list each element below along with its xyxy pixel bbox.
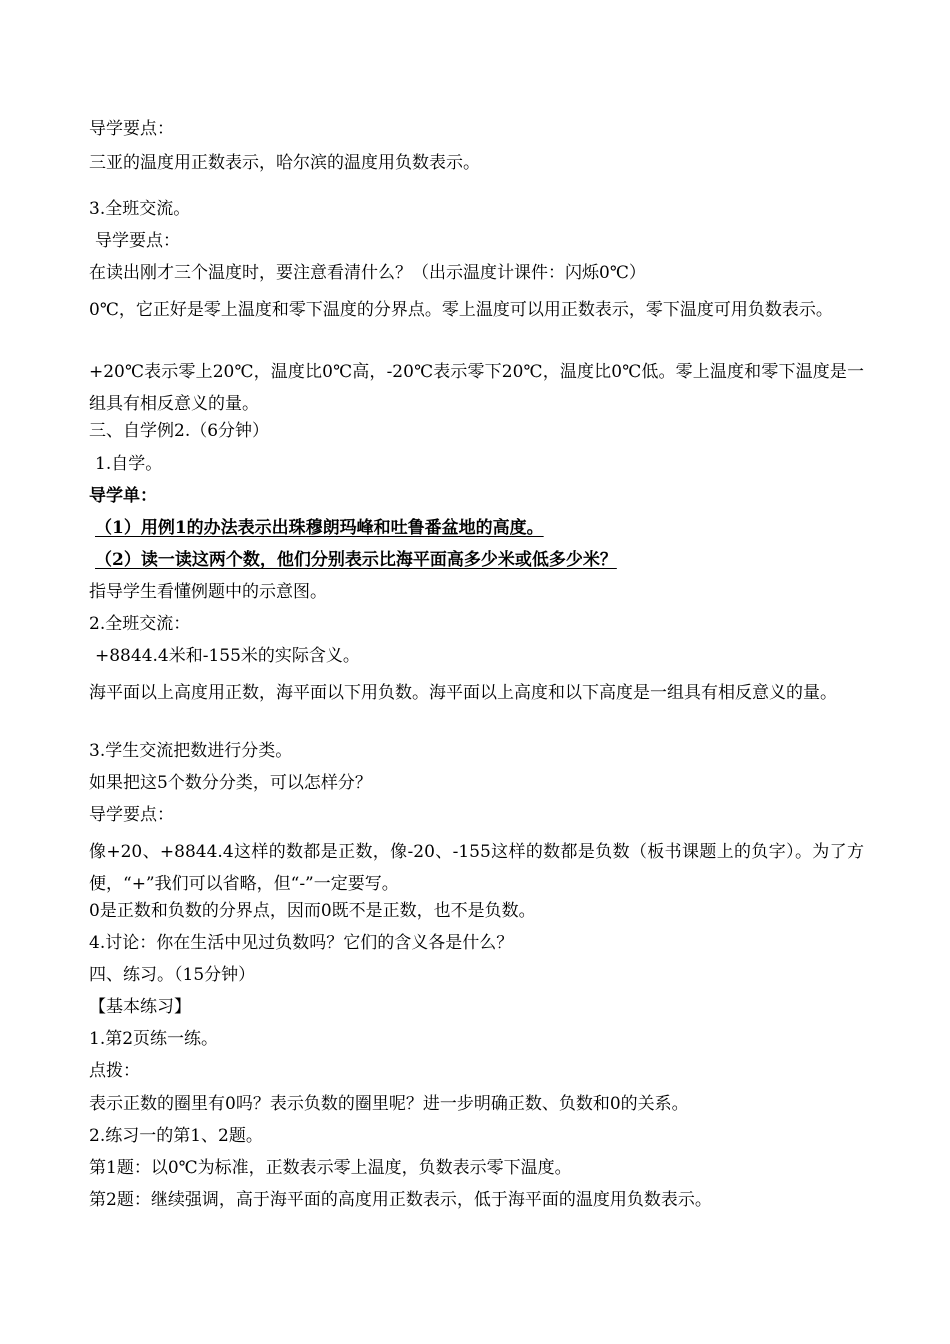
step-classify: 3.学生交流把数进行分类。 <box>89 741 293 761</box>
paragraph-zero-neither: 0是正数和负数的分界点，因而0既不是正数，也不是负数。 <box>89 901 536 921</box>
basic-practice-heading: 【基本练习】 <box>89 997 191 1017</box>
step-class-exchange-2: 2.全班交流： <box>89 614 191 634</box>
paragraph-sanya-harbin: 三亚的温度用正数表示，哈尔滨的温度用负数表示。 <box>89 153 480 173</box>
exercise-2-item-1: 第1题：以0℃为标准，正数表示零上温度，负数表示零下温度。 <box>89 1158 572 1178</box>
exercise-2-item-2: 第2题：继续强调，高于海平面的高度用正数表示，低于海平面的温度用负数表示。 <box>89 1190 712 1210</box>
exercise-1: 1.第2页练一练。 <box>89 1029 219 1049</box>
study-sheet-heading: 导学单： <box>89 486 157 506</box>
guide-heading-1: 导学要点： <box>89 119 174 139</box>
study-sheet-item-2: （2）读一读这两个数，他们分别表示比海平面高多少米或低多少米？ <box>95 550 617 570</box>
paragraph-sea-level: 海平面以上高度用正数，海平面以下用负数。海平面以上高度和以下高度是一组具有相反意义的量。 <box>89 683 837 703</box>
paragraph-zero-boundary: 0℃，它正好是零上温度和零下温度的分界点。零上温度可以用正数表示，零下温度可用负数表示。 <box>89 300 833 320</box>
hint-heading: 点拨： <box>89 1061 140 1081</box>
paragraph-plus-minus-20: +20℃表示零上20℃，温度比0℃高，-20℃表示零下20℃，温度比0℃低。零上温度和零下温度是一组具有相反意义的量。 <box>89 362 864 414</box>
step-discussion: 4.讨论：你在生活中见过负数吗？它们的含义各是什么？ <box>89 933 514 953</box>
question-classify: 如果把这5个数分分类，可以怎样分？ <box>89 773 372 793</box>
meaning-of-values: +8844.4米和-155米的实际含义。 <box>95 646 360 666</box>
section-four-heading: 四、练习。（15分钟） <box>89 965 256 985</box>
paragraph-positive-negative: 像+20、+8844.4这样的数都是正数，像-20、-155这样的数都是负数（板书课题上的负字）。为了方便，“+”我们可以省略，但“-”一定要写。 <box>89 842 864 894</box>
question-read-temperature: 在读出刚才三个温度时，要注意看清什么？（出示温度计课件：闪烁0℃） <box>89 263 646 283</box>
study-sheet-item-1: （1）用例1的办法表示出珠穆朗玛峰和吐鲁番盆地的高度。 <box>95 518 544 538</box>
step-self-study: 1.自学。 <box>95 454 163 474</box>
exercise-2: 2.练习一的第1、2题。 <box>89 1126 263 1146</box>
guide-heading-3: 导学要点： <box>89 805 174 825</box>
guide-heading-2: 导学要点： <box>95 231 180 251</box>
hint-text: 表示正数的圈里有0吗？表示负数的圈里呢？进一步明确正数、负数和0的关系。 <box>89 1094 689 1114</box>
instruction-diagram: 指导学生看懂例题中的示意图。 <box>89 582 327 602</box>
step-class-exchange: 3.全班交流。 <box>89 199 191 219</box>
section-three-heading: 三、自学例2.（6分钟） <box>89 421 270 441</box>
